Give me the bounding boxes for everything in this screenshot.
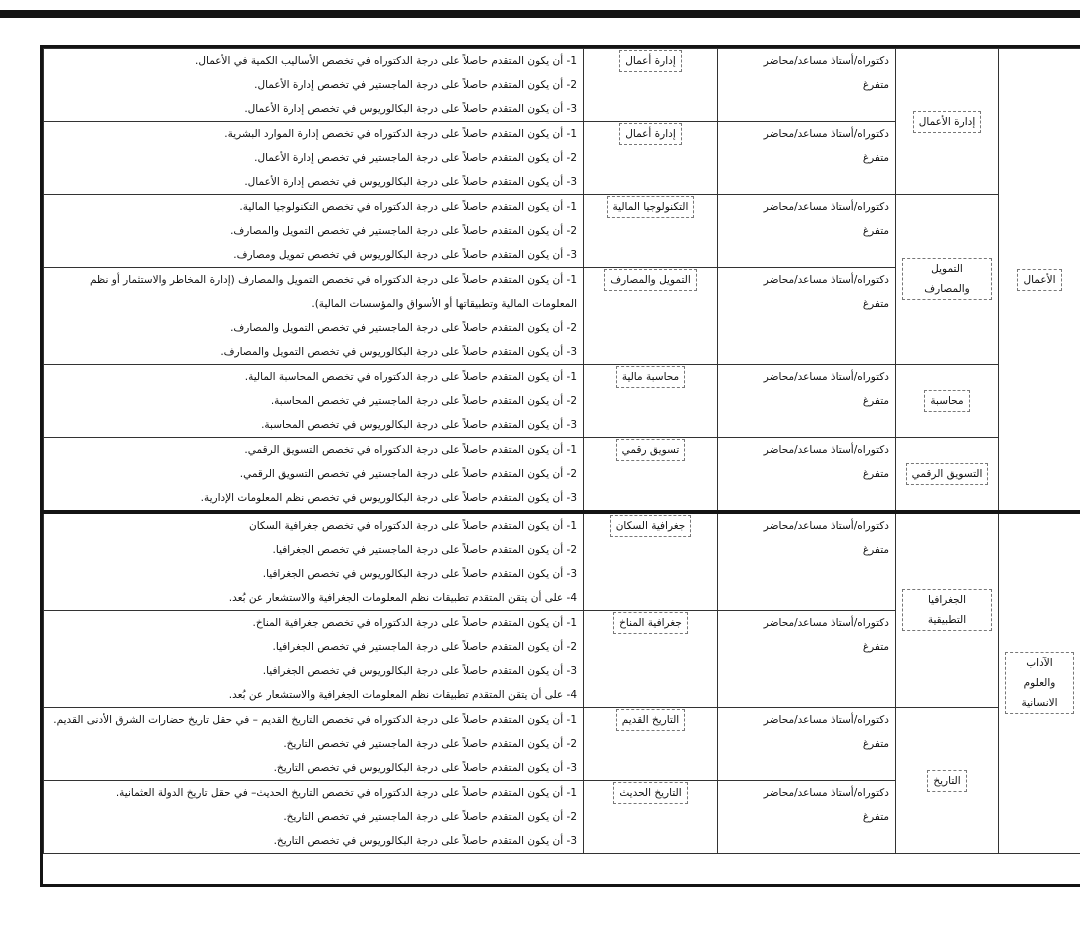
requirement-item: 3- أن يكون المتقدم حاصلاً على درجة البكالوريوس في تخصص التمويل والمصارف. — [220, 346, 577, 358]
requirements-cell — [44, 512, 584, 611]
department-name: الجغرافيا التطبيقية — [902, 589, 992, 631]
requirements-cell — [44, 122, 584, 195]
requirement-item: 2- أن يكون المتقدم حاصلاً على درجة الماجستير في تخصص التسويق الرقمي. — [239, 468, 577, 480]
requirement-item: 1- أن يكون المتقدم حاصلاً على درجة الدكتوراه في تخصص التاريخ الحديث– في حقل تاريخ الدولة العثمانية. — [115, 787, 577, 799]
department-cell — [896, 708, 999, 854]
positions-table — [43, 48, 1080, 854]
table-row — [44, 512, 1080, 611]
specialization-cell — [584, 122, 718, 195]
rank-line-1: دكتوراه/أستاذ مساعد/محاضر — [763, 714, 889, 726]
department-cell — [896, 438, 999, 513]
specialization-cell — [584, 781, 718, 854]
specialization-cell — [584, 268, 718, 365]
requirement-item: 3- أن يكون المتقدم حاصلاً على درجة البكالوريوس في تخصص الجغرافيا. — [262, 568, 577, 580]
rank-line-2: متفرغ — [862, 641, 889, 653]
rank-line-2: متفرغ — [862, 298, 889, 310]
rank-line-1: دكتوراه/أستاذ مساعد/محاضر — [763, 55, 889, 67]
requirement-item: 3- أن يكون المتقدم حاصلاً على درجة البكالوريوس في تخصص المحاسبة. — [261, 419, 577, 431]
rank-cell — [718, 438, 896, 513]
specialization-name: التاريخ الحديث — [613, 782, 687, 804]
department-name: إدارة الأعمال — [913, 111, 982, 133]
rank-line-1: دكتوراه/أستاذ مساعد/محاضر — [763, 617, 889, 629]
requirement-item: 1- أن يكون المتقدم حاصلاً على درجة الدكتوراه في تخصص المحاسبة المالية. — [244, 371, 577, 383]
requirement-item: 3- أن يكون المتقدم حاصلاً على درجة البكالوريوس في تخصص التاريخ. — [273, 835, 577, 847]
college-cell — [999, 49, 1080, 513]
requirement-item: 3- أن يكون المتقدم حاصلاً على درجة البكالوريوس في تخصص إدارة الأعمال. — [244, 103, 577, 115]
requirement-item: 1- أن يكون المتقدم حاصلاً على درجة الدكتوراه في تخصص جغرافية السكان — [248, 520, 577, 532]
department-name: التمويل والمصارف — [902, 258, 992, 300]
table-row — [44, 438, 1080, 513]
specialization-name: التكنولوجيا المالية — [607, 196, 695, 218]
specialization-name: جغرافية السكان — [610, 515, 692, 537]
rank-cell — [718, 611, 896, 708]
table-row — [44, 195, 1080, 268]
specialization-name: تسويق رقمي — [616, 439, 686, 461]
specialization-name: إدارة أعمال — [619, 123, 682, 145]
specialization-cell — [584, 708, 718, 781]
table-row — [44, 708, 1080, 781]
requirements-cell — [44, 268, 584, 365]
department-name: التسويق الرقمي — [906, 463, 989, 485]
college-cell — [999, 512, 1080, 854]
rank-line-1: دكتوراه/أستاذ مساعد/محاضر — [763, 274, 889, 286]
requirements-cell — [44, 781, 584, 854]
rank-line-2: متفرغ — [862, 468, 889, 480]
table-row — [44, 49, 1080, 122]
department-name: محاسبة — [924, 390, 969, 412]
college-name: الآداب والعلوم الانسانية — [1005, 652, 1074, 714]
requirement-item: 2- أن يكون المتقدم حاصلاً على درجة الماجستير في تخصص التمويل والمصارف. — [230, 225, 577, 237]
requirements-cell — [44, 49, 584, 122]
rank-line-2: متفرغ — [862, 811, 889, 823]
rank-line-1: دكتوراه/أستاذ مساعد/محاضر — [763, 201, 889, 213]
positions-table-body — [44, 49, 1080, 854]
requirements-cell — [44, 365, 584, 438]
requirement-item: 1- أن يكون المتقدم حاصلاً على درجة الدكتوراه في تخصص التمويل والمصارف (إدارة المخاطر والاستثمار أو نظم المعلومات المالية وتطبيقاتها أو الأسواق والمؤسسات المالية). — [89, 274, 577, 310]
specialization-cell — [584, 365, 718, 438]
requirement-item: 1- أن يكون المتقدم حاصلاً على درجة الدكتوراه في تخصص الأساليب الكمية في الأعمال. — [195, 55, 577, 67]
requirement-item: 2- أن يكون المتقدم حاصلاً على درجة الماجستير في تخصص إدارة الأعمال. — [254, 152, 577, 164]
specialization-name: إدارة أعمال — [619, 50, 682, 72]
specialization-name: التاريخ القديم — [616, 709, 685, 731]
requirement-item: 2- أن يكون المتقدم حاصلاً على درجة الماجستير في تخصص التمويل والمصارف. — [230, 322, 577, 334]
requirement-item: 1- أن يكون المتقدم حاصلاً على درجة الدكتوراه في تخصص التكنولوجيا المالية. — [239, 201, 577, 213]
rank-line-2: متفرغ — [862, 79, 889, 91]
rank-line-2: متفرغ — [862, 738, 889, 750]
requirement-item: 1- أن يكون المتقدم حاصلاً على درجة الدكتوراه في تخصص التسويق الرقمي. — [244, 444, 577, 456]
rank-cell — [718, 268, 896, 365]
requirements-cell — [44, 708, 584, 781]
requirement-item: 2- أن يكون المتقدم حاصلاً على درجة الماجستير في تخصص الجغرافيا. — [272, 641, 577, 653]
specialization-cell — [584, 611, 718, 708]
department-cell — [896, 49, 999, 195]
rank-cell — [718, 49, 896, 122]
specialization-name: محاسبة مالية — [616, 366, 685, 388]
specialization-name: التمويل والمصارف — [604, 269, 697, 291]
department-cell — [896, 195, 999, 365]
top-rule — [0, 10, 1080, 18]
requirement-item: 1- أن يكون المتقدم حاصلاً على درجة الدكتوراه في تخصص جغرافية المناخ. — [252, 617, 577, 629]
requirement-item: 2- أن يكون المتقدم حاصلاً على درجة الماجستير في تخصص المحاسبة. — [270, 395, 577, 407]
rank-line-2: متفرغ — [862, 225, 889, 237]
rank-line-1: دكتوراه/أستاذ مساعد/محاضر — [763, 128, 889, 140]
rank-cell — [718, 781, 896, 854]
rank-line-2: متفرغ — [862, 152, 889, 164]
rank-line-2: متفرغ — [862, 544, 889, 556]
requirements-cell — [44, 438, 584, 513]
specialization-name: جغرافية المناخ — [613, 612, 688, 634]
rank-line-1: دكتوراه/أستاذ مساعد/محاضر — [763, 787, 889, 799]
requirement-item: 2- أن يكون المتقدم حاصلاً على درجة الماجستير في تخصص التاريخ. — [283, 738, 577, 750]
requirement-item: 1- أن يكون المتقدم حاصلاً على درجة الدكتوراه في تخصص التاريخ القديم – في حقل تاريخ حضارات الشرق الأدنى القديم. — [53, 714, 577, 726]
requirements-cell — [44, 195, 584, 268]
rank-cell — [718, 122, 896, 195]
rank-cell — [718, 512, 896, 611]
specialization-cell — [584, 195, 718, 268]
requirement-item: 3- أن يكون المتقدم حاصلاً على درجة البكالوريوس في تخصص تمويل ومصارف. — [233, 249, 577, 261]
department-cell — [896, 365, 999, 438]
requirement-item: 3- أن يكون المتقدم حاصلاً على درجة البكالوريوس في تخصص نظم المعلومات الإدارية. — [200, 492, 577, 504]
rank-cell — [718, 708, 896, 781]
department-name: التاريخ — [927, 770, 966, 792]
requirement-item: 4- على أن يتقن المتقدم تطبيقات نظم المعلومات الجغرافية والاستشعار عن بُعد. — [228, 592, 577, 604]
requirements-cell — [44, 611, 584, 708]
requirement-item: 2- أن يكون المتقدم حاصلاً على درجة الماجستير في تخصص الجغرافيا. — [272, 544, 577, 556]
requirement-item: 3- أن يكون المتقدم حاصلاً على درجة البكالوريوس في تخصص إدارة الأعمال. — [244, 176, 577, 188]
college-name: الأعمال — [1017, 269, 1061, 291]
rank-line-1: دكتوراه/أستاذ مساعد/محاضر — [763, 444, 889, 456]
rank-cell — [718, 195, 896, 268]
specialization-cell — [584, 438, 718, 513]
department-cell — [896, 512, 999, 708]
requirement-item: 2- أن يكون المتقدم حاصلاً على درجة الماجستير في تخصص إدارة الأعمال. — [254, 79, 577, 91]
specialization-cell — [584, 512, 718, 611]
rank-line-1: دكتوراه/أستاذ مساعد/محاضر — [763, 520, 889, 532]
rank-cell — [718, 365, 896, 438]
specialization-cell — [584, 49, 718, 122]
rank-line-1: دكتوراه/أستاذ مساعد/محاضر — [763, 371, 889, 383]
requirement-item: 3- أن يكون المتقدم حاصلاً على درجة البكالوريوس في تخصص الجغرافيا. — [262, 665, 577, 677]
requirement-item: 4- على أن يتقن المتقدم تطبيقات نظم المعلومات الجغرافية والاستشعار عن بُعد. — [228, 689, 577, 701]
rank-line-2: متفرغ — [862, 395, 889, 407]
requirement-item: 3- أن يكون المتقدم حاصلاً على درجة البكالوريوس في تخصص التاريخ. — [273, 762, 577, 774]
requirement-item: 1- أن يكون المتقدم حاصلاً على درجة الدكتوراه في تخصص إدارة الموارد البشرية. — [224, 128, 577, 140]
requirement-item: 2- أن يكون المتقدم حاصلاً على درجة الماجستير في تخصص التاريخ. — [283, 811, 577, 823]
table-row — [44, 365, 1080, 438]
